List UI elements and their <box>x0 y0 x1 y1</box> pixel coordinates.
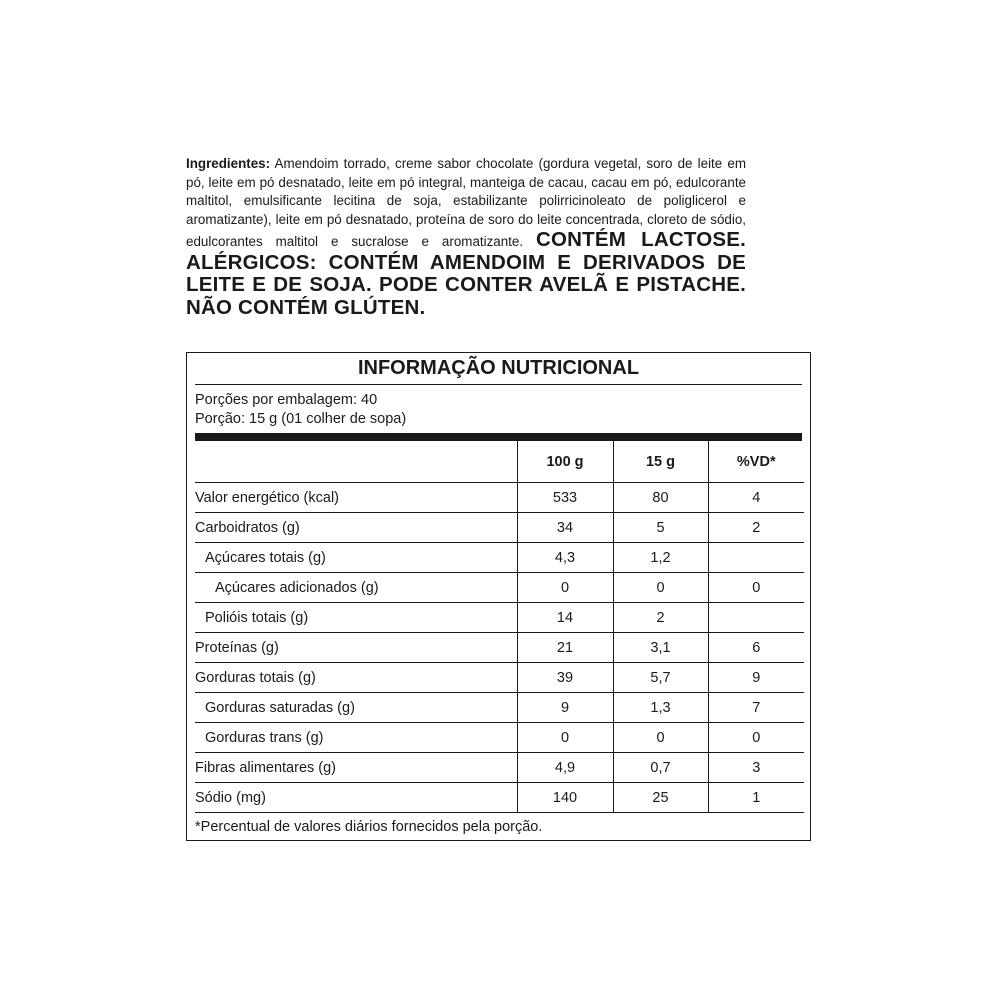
nutrient-label: Proteínas (g) <box>195 633 517 663</box>
nutrition-table <box>195 441 804 813</box>
value-100g: 39 <box>517 663 613 693</box>
table-row <box>195 693 804 723</box>
value-vd: 0 <box>708 723 804 753</box>
panel-title: INFORMAÇÃO NUTRICIONAL <box>195 353 802 385</box>
nutrient-label: Carboidratos (g) <box>195 513 517 543</box>
value-vd: 0 <box>708 573 804 603</box>
nutrient-label: Fibras alimentares (g) <box>195 753 517 783</box>
value-15g: 25 <box>613 783 708 813</box>
serving-info <box>195 391 802 429</box>
ingredients-list: Amendoim torrado, creme sabor chocolate (gordura vegetal, soro de leite em pó, leite em pó desnatado, leite em pó integral, manteiga de cacau, cacau em pó, edulcorante maltitol, emulsificante lecitina de soja, estabilizante polirricinoleato de poliglicerol e aromatizante), leite em pó desnatado, proteína de soro do leite concentrada, cloreto de sódio, edulcorantes maltitol e sucralose e aromatizante. <box>186 156 746 249</box>
value-vd: 9 <box>708 663 804 693</box>
header-15g: 15 g <box>613 441 708 483</box>
value-15g: 0 <box>613 573 708 603</box>
value-100g: 14 <box>517 603 613 633</box>
table-row <box>195 573 804 603</box>
value-vd: 7 <box>708 693 804 723</box>
value-100g: 4,9 <box>517 753 613 783</box>
nutrient-label: Sódio (mg) <box>195 783 517 813</box>
header-vd: %VD* <box>708 441 804 483</box>
value-15g: 5 <box>613 513 708 543</box>
value-vd: 1 <box>708 783 804 813</box>
value-100g: 21 <box>517 633 613 663</box>
allergen-warning: CONTÉM LACTOSE. ALÉRGICOS: CONTÉM AMENDOIM E DERIVADOS DE LEITE E DE SOJA. PODE CONTER AVELÃ E PISTACHE. NÃO CONTÉM GLÚTEN. <box>186 228 747 319</box>
value-15g: 80 <box>613 483 708 513</box>
nutrient-label: Gorduras saturadas (g) <box>195 693 517 723</box>
value-15g: 3,1 <box>613 633 708 663</box>
nutrition-facts-panel <box>186 352 811 841</box>
footnote: *Percentual de valores diários fornecidos pela porção. <box>195 819 543 835</box>
value-15g: 1,3 <box>613 693 708 723</box>
table-row <box>195 543 804 573</box>
value-100g: 140 <box>517 783 613 813</box>
nutrient-label: Gorduras trans (g) <box>195 723 517 753</box>
table-row <box>195 753 804 783</box>
nutrient-label: Açúcares totais (g) <box>195 543 517 573</box>
table-row <box>195 633 804 663</box>
table-header-row <box>195 441 804 483</box>
value-vd: 6 <box>708 633 804 663</box>
value-100g: 4,3 <box>517 543 613 573</box>
value-vd: 3 <box>708 753 804 783</box>
value-vd <box>708 603 804 633</box>
value-100g: 0 <box>517 723 613 753</box>
value-100g: 533 <box>517 483 613 513</box>
portions-per-package: Porções por embalagem: 40 <box>195 392 378 408</box>
nutrient-label: Valor energético (kcal) <box>195 483 517 513</box>
value-15g: 2 <box>613 603 708 633</box>
value-15g: 0,7 <box>613 753 708 783</box>
value-vd <box>708 543 804 573</box>
nutrient-label: Gorduras totais (g) <box>195 663 517 693</box>
table-row <box>195 783 804 813</box>
table-row <box>195 603 804 633</box>
value-15g: 0 <box>613 723 708 753</box>
portion-size: Porção: 15 g (01 colher de sopa) <box>195 411 407 427</box>
nutrient-label: Açúcares adicionados (g) <box>195 573 517 603</box>
table-row <box>195 663 804 693</box>
value-15g: 1,2 <box>613 543 708 573</box>
ingredients-lead: Ingredientes: <box>186 156 271 171</box>
value-vd: 2 <box>708 513 804 543</box>
table-row <box>195 513 804 543</box>
value-100g: 0 <box>517 573 613 603</box>
value-15g: 5,7 <box>613 663 708 693</box>
table-row <box>195 483 804 513</box>
header-blank <box>195 441 517 483</box>
header-100g: 100 g <box>517 441 613 483</box>
value-100g: 9 <box>517 693 613 723</box>
ingredients-text <box>186 155 746 319</box>
value-vd: 4 <box>708 483 804 513</box>
nutrient-label: Polióis totais (g) <box>195 603 517 633</box>
thick-divider <box>195 433 802 441</box>
table-row <box>195 723 804 753</box>
value-100g: 34 <box>517 513 613 543</box>
